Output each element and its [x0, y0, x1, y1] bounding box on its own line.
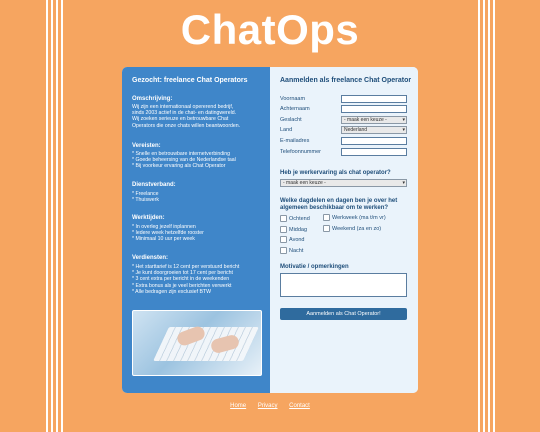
checkbox-box[interactable]: [280, 226, 287, 233]
site-logo: ChatOps: [180, 6, 360, 53]
land-label: Land: [280, 127, 293, 133]
checkbox-box[interactable]: [323, 225, 330, 232]
section-heading-werktijden: Werktijden:: [132, 215, 165, 221]
checkbox-middag[interactable]: Middag: [280, 226, 307, 233]
checkbox-avond[interactable]: Avond: [280, 236, 305, 243]
keyboard-typing-photo: [132, 310, 262, 376]
experience-select[interactable]: - maak een keuze - ▾: [280, 179, 407, 187]
main-card: [122, 67, 418, 393]
footer-link-home[interactable]: Home: [230, 403, 247, 409]
footer-nav: [0, 403, 540, 409]
geslacht-label: Geslacht: [280, 117, 302, 123]
section-text-verdiensten: * Het starttarief is 12 cent per verstuurd bericht * Je kunt doorgroeien tot 17 cent per bericht * 3 cent extra per bericht in de weekenden * Extra bonus als je veel berichten verwerkt * Alle bedragen zijn exclusief BTW: [132, 264, 240, 295]
chevron-down-icon: ▾: [402, 127, 405, 133]
section-text-omschrijving: Wij zijn een internationaal opererend bedrijf, sinds 2003 actief in de chat- en datingwereld. Wij zoeken serieuze en betrouwbare Chat Operators die onze chats willen beantwoorden.: [132, 104, 241, 129]
geslacht-select[interactable]: - maak een keuze - ▾: [341, 116, 407, 124]
section-text-werktijden: * In overleg jezelf inplannen * Iedere week hetzelfde rooster * Minimaal 10 uur per week: [132, 224, 204, 243]
checkbox-box[interactable]: [280, 215, 287, 222]
signup-form-panel: [270, 67, 418, 393]
voornaam-label: Voornaam: [280, 96, 306, 102]
achternaam-label: Achternaam: [280, 106, 310, 112]
motivation-textarea[interactable]: [280, 273, 407, 297]
job-title: Gezocht: freelance Chat Operators: [132, 77, 248, 84]
checkbox-nacht[interactable]: Nacht: [280, 247, 303, 254]
checkbox-weekend[interactable]: Weekend (za en zo): [323, 225, 381, 232]
availability-question: Welke dagdelen en dagen ben je over het algemeen beschikbaar om te werken?: [280, 198, 398, 211]
motivation-label: Motivatie / opmerkingen: [280, 264, 349, 270]
voornaam-input[interactable]: [341, 95, 407, 103]
achternaam-input[interactable]: [341, 105, 407, 113]
form-title: Aanmelden als freelance Chat Operator: [280, 77, 412, 84]
checkbox-box[interactable]: [280, 247, 287, 254]
job-description-panel: [122, 67, 270, 393]
checkbox-werkweek[interactable]: Werkweek (ma t/m vr): [323, 214, 386, 221]
section-text-vereisten: * Snelle en betrouwbare internetverbinding * Goede beheersing van de Nederlandse taal * Bij voorkeur ervaring als Chat Operator: [132, 151, 236, 170]
checkbox-box[interactable]: [280, 236, 287, 243]
checkbox-ochtend[interactable]: Ochtend: [280, 215, 310, 222]
decorative-stripes-left: [0, 0, 62, 432]
submit-button[interactable]: Aanmelden als Chat Operator!: [280, 308, 407, 320]
section-heading-verdiensten: Verdiensten:: [132, 255, 169, 261]
experience-question: Heb je werkervaring als chat operator?: [280, 170, 391, 176]
section-heading-dienstverband: Dienstverband:: [132, 182, 176, 188]
footer-link-privacy[interactable]: Privacy: [257, 403, 278, 409]
decorative-stripes-right: [478, 0, 540, 432]
section-heading-vereisten: Vereisten:: [132, 143, 161, 149]
telefoon-label: Telefoonnummer: [280, 149, 321, 155]
email-input[interactable]: [341, 137, 407, 145]
land-select[interactable]: Nederland ▾: [341, 126, 407, 134]
section-heading-omschrijving: Omschrijving:: [132, 96, 173, 102]
checkbox-box[interactable]: [323, 214, 330, 221]
chevron-down-icon: ▾: [402, 117, 405, 123]
telefoon-input[interactable]: [341, 148, 407, 156]
footer-link-contact[interactable]: Contact: [289, 403, 310, 409]
email-label: E-mailadres: [280, 138, 310, 144]
chevron-down-icon: ▾: [402, 180, 405, 186]
section-text-dienstverband: * Freelance * Thuiswerk: [132, 191, 160, 204]
